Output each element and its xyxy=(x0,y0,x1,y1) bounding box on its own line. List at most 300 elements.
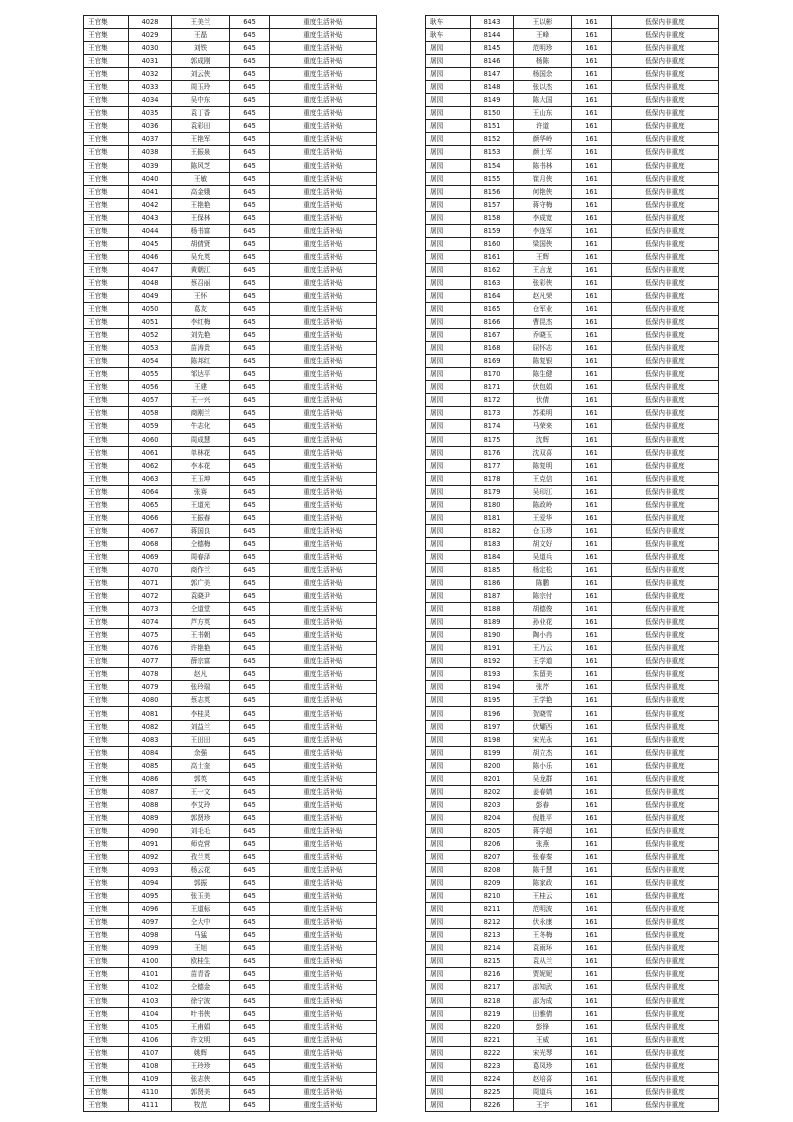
cell-amount: 645 xyxy=(230,1098,270,1111)
cell-name: 张春秦 xyxy=(514,851,572,864)
cell-town: 王官集 xyxy=(84,1020,129,1033)
cell-id: 8172 xyxy=(471,394,514,407)
cell-category: 重度生活补贴 xyxy=(270,642,377,655)
cell-category: 重度生活补贴 xyxy=(270,16,377,29)
cell-id: 8160 xyxy=(471,237,514,250)
cell-name: 胡倩贤 xyxy=(172,237,230,250)
cell-category: 低保内非重度 xyxy=(612,172,719,185)
cell-town: 王官集 xyxy=(84,785,129,798)
cell-amount: 161 xyxy=(572,1033,612,1046)
cell-name: 陈政岭 xyxy=(514,498,572,511)
cell-town: 屠园 xyxy=(426,916,471,929)
cell-category: 低保内非重度 xyxy=(612,707,719,720)
cell-amount: 161 xyxy=(572,120,612,133)
cell-name: 胡文好 xyxy=(514,537,572,550)
cell-name: 王玲珍 xyxy=(172,1059,230,1072)
cell-amount: 645 xyxy=(230,55,270,68)
cell-id: 8176 xyxy=(471,446,514,459)
cell-town: 王官集 xyxy=(84,420,129,433)
cell-amount: 161 xyxy=(572,955,612,968)
cell-category: 低保内非重度 xyxy=(612,68,719,81)
cell-id: 4071 xyxy=(129,577,172,590)
cell-id: 4036 xyxy=(129,120,172,133)
cell-town: 王官集 xyxy=(84,1072,129,1085)
cell-id: 8171 xyxy=(471,381,514,394)
cell-amount: 645 xyxy=(230,968,270,981)
cell-id: 8191 xyxy=(471,642,514,655)
cell-town: 王官集 xyxy=(84,394,129,407)
cell-category: 低保内非重度 xyxy=(612,329,719,342)
cell-amount: 161 xyxy=(572,629,612,642)
cell-town: 屠园 xyxy=(426,707,471,720)
cell-name: 陈大国 xyxy=(514,94,572,107)
cell-category: 重度生活补贴 xyxy=(270,837,377,850)
cell-name: 贺晓雪 xyxy=(514,707,572,720)
cell-id: 8168 xyxy=(471,342,514,355)
cell-name: 刘铁 xyxy=(172,42,230,55)
cell-id: 4081 xyxy=(129,707,172,720)
cell-id: 8145 xyxy=(471,42,514,55)
cell-name: 郭成刚 xyxy=(172,55,230,68)
cell-name: 张玉美 xyxy=(172,890,230,903)
cell-town: 王官集 xyxy=(84,276,129,289)
cell-category: 重度生活补贴 xyxy=(270,68,377,81)
cell-category: 重度生活补贴 xyxy=(270,563,377,576)
cell-amount: 645 xyxy=(230,159,270,172)
cell-category: 重度生活补贴 xyxy=(270,955,377,968)
cell-category: 重度生活补贴 xyxy=(270,916,377,929)
cell-amount: 645 xyxy=(230,694,270,707)
cell-amount: 645 xyxy=(230,16,270,29)
cell-town: 屠园 xyxy=(426,420,471,433)
cell-amount: 645 xyxy=(230,772,270,785)
cell-id: 8177 xyxy=(471,459,514,472)
table-row xyxy=(426,877,719,890)
cell-amount: 645 xyxy=(230,524,270,537)
table-row xyxy=(84,603,377,616)
cell-name: 范明珍 xyxy=(514,42,572,55)
cell-name: 彭锋 xyxy=(514,1020,572,1033)
cell-name: 彭春 xyxy=(514,798,572,811)
cell-amount: 645 xyxy=(230,146,270,159)
cell-amount: 645 xyxy=(230,603,270,616)
cell-town: 王官集 xyxy=(84,263,129,276)
cell-id: 4069 xyxy=(129,550,172,563)
cell-amount: 645 xyxy=(230,1020,270,1033)
cell-amount: 645 xyxy=(230,824,270,837)
cell-category: 重度生活补贴 xyxy=(270,981,377,994)
cell-id: 8152 xyxy=(471,133,514,146)
table-row xyxy=(426,746,719,759)
table-row xyxy=(426,420,719,433)
cell-amount: 645 xyxy=(230,381,270,394)
cell-town: 王官集 xyxy=(84,329,129,342)
cell-town: 王官集 xyxy=(84,55,129,68)
cell-town: 王官集 xyxy=(84,68,129,81)
table-row xyxy=(84,133,377,146)
cell-amount: 645 xyxy=(230,237,270,250)
cell-id: 8184 xyxy=(471,550,514,563)
table-row xyxy=(426,472,719,485)
table-row xyxy=(84,550,377,563)
cell-amount: 645 xyxy=(230,629,270,642)
table-row xyxy=(426,968,719,981)
table-row xyxy=(426,837,719,850)
cell-amount: 161 xyxy=(572,498,612,511)
cell-name: 陈鹏 xyxy=(514,577,572,590)
cell-amount: 645 xyxy=(230,1085,270,1098)
cell-id: 4066 xyxy=(129,511,172,524)
cell-id: 8151 xyxy=(471,120,514,133)
cell-town: 王官集 xyxy=(84,668,129,681)
cell-category: 低保内非重度 xyxy=(612,916,719,929)
cell-id: 4035 xyxy=(129,107,172,120)
table-row xyxy=(426,68,719,81)
cell-category: 重度生活补贴 xyxy=(270,146,377,159)
cell-town: 屠园 xyxy=(426,381,471,394)
cell-name: 仝道堂 xyxy=(172,603,230,616)
cell-category: 重度生活补贴 xyxy=(270,42,377,55)
cell-id: 4076 xyxy=(129,642,172,655)
cell-town: 王官集 xyxy=(84,772,129,785)
cell-town: 屠园 xyxy=(426,250,471,263)
cell-category: 低保内非重度 xyxy=(612,342,719,355)
cell-name: 赵培喜 xyxy=(514,1072,572,1085)
table-row xyxy=(426,785,719,798)
cell-name: 杨定松 xyxy=(514,563,572,576)
cell-category: 低保内非重度 xyxy=(612,655,719,668)
cell-amount: 161 xyxy=(572,655,612,668)
cell-category: 重度生活补贴 xyxy=(270,668,377,681)
cell-category: 低保内非重度 xyxy=(612,420,719,433)
cell-name: 王峰 xyxy=(514,29,572,42)
cell-id: 8214 xyxy=(471,942,514,955)
cell-town: 屠园 xyxy=(426,668,471,681)
cell-name: 吴中东 xyxy=(172,94,230,107)
cell-name: 孜兰英 xyxy=(172,851,230,864)
cell-amount: 645 xyxy=(230,394,270,407)
cell-town: 屠园 xyxy=(426,263,471,276)
cell-name: 邵为成 xyxy=(514,994,572,1007)
table-row xyxy=(84,1020,377,1033)
cell-amount: 645 xyxy=(230,550,270,563)
cell-category: 低保内非重度 xyxy=(612,864,719,877)
table-row xyxy=(426,185,719,198)
table-row xyxy=(84,864,377,877)
cell-name: 王威 xyxy=(514,1033,572,1046)
cell-name: 杨陈 xyxy=(514,55,572,68)
cell-name: 田雅倩 xyxy=(514,1007,572,1020)
cell-town: 屠园 xyxy=(426,407,471,420)
cell-category: 低保内非重度 xyxy=(612,785,719,798)
cell-category: 重度生活补贴 xyxy=(270,198,377,211)
cell-category: 重度生活补贴 xyxy=(270,81,377,94)
cell-id: 4111 xyxy=(129,1098,172,1111)
cell-town: 屠园 xyxy=(426,563,471,576)
cell-name: 芦方英 xyxy=(172,616,230,629)
cell-town: 王官集 xyxy=(84,655,129,668)
table-row xyxy=(426,864,719,877)
cell-town: 屠园 xyxy=(426,968,471,981)
cell-name: 王一文 xyxy=(172,785,230,798)
cell-name: 乔晓玉 xyxy=(514,329,572,342)
cell-amount: 161 xyxy=(572,616,612,629)
table-row xyxy=(84,211,377,224)
cell-town: 屠园 xyxy=(426,694,471,707)
cell-category: 低保内非重度 xyxy=(612,903,719,916)
cell-town: 王官集 xyxy=(84,1046,129,1059)
cell-id: 4108 xyxy=(129,1059,172,1072)
cell-id: 8204 xyxy=(471,811,514,824)
cell-amount: 645 xyxy=(230,198,270,211)
cell-id: 8216 xyxy=(471,968,514,981)
table-row xyxy=(84,746,377,759)
cell-town: 王官集 xyxy=(84,355,129,368)
cell-name: 王艳艳 xyxy=(172,198,230,211)
table-row xyxy=(84,224,377,237)
cell-category: 低保内非重度 xyxy=(612,798,719,811)
table-row xyxy=(426,563,719,576)
cell-category: 低保内非重度 xyxy=(612,772,719,785)
table-row xyxy=(426,537,719,550)
cell-name: 王玉坤 xyxy=(172,472,230,485)
cell-name: 张赛 xyxy=(172,485,230,498)
cell-name: 许道 xyxy=(514,120,572,133)
cell-name: 杨云花 xyxy=(172,864,230,877)
cell-amount: 161 xyxy=(572,524,612,537)
cell-town: 屠园 xyxy=(426,120,471,133)
cell-id: 4093 xyxy=(129,864,172,877)
cell-name: 陈小乐 xyxy=(514,759,572,772)
cell-id: 8149 xyxy=(471,94,514,107)
cell-id: 8190 xyxy=(471,629,514,642)
cell-id: 8147 xyxy=(471,68,514,81)
table-row xyxy=(426,198,719,211)
cell-category: 低保内非重度 xyxy=(612,459,719,472)
cell-town: 屠园 xyxy=(426,133,471,146)
cell-town: 屠园 xyxy=(426,733,471,746)
cell-amount: 645 xyxy=(230,864,270,877)
cell-amount: 645 xyxy=(230,42,270,55)
cell-category: 重度生活补贴 xyxy=(270,94,377,107)
table-row xyxy=(426,211,719,224)
table-row xyxy=(84,42,377,55)
cell-id: 8164 xyxy=(471,289,514,302)
cell-town: 王官集 xyxy=(84,459,129,472)
cell-category: 低保内非重度 xyxy=(612,394,719,407)
table-row xyxy=(84,1085,377,1098)
cell-name: 孙业花 xyxy=(514,616,572,629)
table-row xyxy=(84,498,377,511)
cell-category: 重度生活补贴 xyxy=(270,459,377,472)
cell-amount: 161 xyxy=(572,798,612,811)
cell-name: 王振泉 xyxy=(172,146,230,159)
table-row xyxy=(84,159,377,172)
cell-id: 4070 xyxy=(129,563,172,576)
cell-id: 8208 xyxy=(471,864,514,877)
cell-category: 低保内非重度 xyxy=(612,485,719,498)
cell-town: 屠园 xyxy=(426,590,471,603)
cell-category: 重度生活补贴 xyxy=(270,1033,377,1046)
table-row xyxy=(84,942,377,955)
cell-amount: 161 xyxy=(572,237,612,250)
cell-id: 4073 xyxy=(129,603,172,616)
cell-category: 低保内非重度 xyxy=(612,1059,719,1072)
cell-category: 低保内非重度 xyxy=(612,1072,719,1085)
cell-town: 屠园 xyxy=(426,524,471,537)
cell-category: 低保内非重度 xyxy=(612,590,719,603)
cell-town: 王官集 xyxy=(84,433,129,446)
cell-id: 4098 xyxy=(129,929,172,942)
cell-town: 屠园 xyxy=(426,211,471,224)
cell-id: 4089 xyxy=(129,811,172,824)
cell-category: 低保内非重度 xyxy=(612,550,719,563)
cell-amount: 161 xyxy=(572,1098,612,1111)
cell-town: 王官集 xyxy=(84,172,129,185)
cell-id: 4074 xyxy=(129,616,172,629)
cell-category: 低保内非重度 xyxy=(612,224,719,237)
table-row xyxy=(426,550,719,563)
cell-id: 8212 xyxy=(471,916,514,929)
cell-amount: 645 xyxy=(230,851,270,864)
cell-amount: 645 xyxy=(230,276,270,289)
table-row xyxy=(84,616,377,629)
cell-name: 袁丁香 xyxy=(172,107,230,120)
cell-amount: 645 xyxy=(230,916,270,929)
table-row xyxy=(84,1098,377,1111)
table-row xyxy=(426,1033,719,1046)
cell-town: 屠园 xyxy=(426,342,471,355)
cell-name: 宋光永 xyxy=(514,733,572,746)
cell-town: 王官集 xyxy=(84,694,129,707)
table-row xyxy=(426,289,719,302)
cell-town: 屠园 xyxy=(426,329,471,342)
cell-category: 重度生活补贴 xyxy=(270,720,377,733)
cell-amount: 645 xyxy=(230,446,270,459)
cell-name: 黄朝江 xyxy=(172,263,230,276)
cell-amount: 161 xyxy=(572,851,612,864)
cell-id: 4044 xyxy=(129,224,172,237)
table-row xyxy=(426,172,719,185)
cell-name: 牧范 xyxy=(172,1098,230,1111)
cell-name: 王保林 xyxy=(172,211,230,224)
cell-name: 朱留美 xyxy=(514,668,572,681)
table-row xyxy=(84,837,377,850)
cell-name: 杨国余 xyxy=(514,68,572,81)
cell-amount: 645 xyxy=(230,577,270,590)
cell-town: 王官集 xyxy=(84,942,129,955)
cell-name: 欧桂生 xyxy=(172,955,230,968)
cell-category: 低保内非重度 xyxy=(612,981,719,994)
cell-id: 8223 xyxy=(471,1059,514,1072)
table-row xyxy=(84,1033,377,1046)
cell-name: 王一兴 xyxy=(172,394,230,407)
cell-amount: 645 xyxy=(230,1059,270,1072)
cell-name: 王乃云 xyxy=(514,642,572,655)
cell-amount: 645 xyxy=(230,537,270,550)
cell-name: 邹达平 xyxy=(172,368,230,381)
cell-name: 赵凡 xyxy=(172,668,230,681)
table-row xyxy=(84,577,377,590)
cell-amount: 645 xyxy=(230,368,270,381)
cell-name: 王学道 xyxy=(514,655,572,668)
cell-town: 屠园 xyxy=(426,1072,471,1085)
cell-amount: 645 xyxy=(230,1072,270,1085)
cell-category: 重度生活补贴 xyxy=(270,851,377,864)
table-row xyxy=(426,798,719,811)
cell-name: 郭英 xyxy=(172,772,230,785)
cell-name: 张芹 xyxy=(514,681,572,694)
cell-name: 伏倩 xyxy=(514,394,572,407)
left-allowance-table xyxy=(83,15,377,1112)
cell-amount: 161 xyxy=(572,994,612,1007)
cell-amount: 645 xyxy=(230,955,270,968)
cell-amount: 645 xyxy=(230,81,270,94)
cell-town: 王官集 xyxy=(84,198,129,211)
cell-category: 低保内非重度 xyxy=(612,120,719,133)
cell-name: 邵知武 xyxy=(514,981,572,994)
table-row xyxy=(84,824,377,837)
cell-town: 屠园 xyxy=(426,81,471,94)
cell-name: 李本花 xyxy=(172,459,230,472)
cell-name: 仓玉珍 xyxy=(514,524,572,537)
table-row xyxy=(84,511,377,524)
cell-town: 屠园 xyxy=(426,785,471,798)
table-row xyxy=(426,890,719,903)
cell-id: 8157 xyxy=(471,198,514,211)
cell-amount: 161 xyxy=(572,446,612,459)
cell-amount: 645 xyxy=(230,590,270,603)
cell-amount: 161 xyxy=(572,890,612,903)
cell-name: 苗青香 xyxy=(172,968,230,981)
cell-category: 低保内非重度 xyxy=(612,303,719,316)
table-row xyxy=(426,590,719,603)
cell-amount: 161 xyxy=(572,355,612,368)
cell-name: 王言龙 xyxy=(514,263,572,276)
cell-amount: 645 xyxy=(230,746,270,759)
cell-id: 4096 xyxy=(129,903,172,916)
cell-category: 低保内非重度 xyxy=(612,472,719,485)
cell-amount: 645 xyxy=(230,1007,270,1020)
cell-id: 4107 xyxy=(129,1046,172,1059)
cell-category: 低保内非重度 xyxy=(612,159,719,172)
table-row xyxy=(426,955,719,968)
cell-town: 屠园 xyxy=(426,864,471,877)
cell-id: 4102 xyxy=(129,981,172,994)
table-row xyxy=(426,381,719,394)
cell-id: 4037 xyxy=(129,133,172,146)
table-row xyxy=(84,250,377,263)
cell-category: 低保内非重度 xyxy=(612,381,719,394)
cell-id: 8202 xyxy=(471,785,514,798)
cell-category: 重度生活补贴 xyxy=(270,172,377,185)
cell-amount: 161 xyxy=(572,642,612,655)
cell-category: 重度生活补贴 xyxy=(270,250,377,263)
table-row xyxy=(426,616,719,629)
table-row xyxy=(426,707,719,720)
cell-amount: 645 xyxy=(230,785,270,798)
cell-category: 重度生活补贴 xyxy=(270,1020,377,1033)
cell-category: 重度生活补贴 xyxy=(270,485,377,498)
cell-name: 袁雨环 xyxy=(514,942,572,955)
cell-id: 8201 xyxy=(471,772,514,785)
cell-town: 屠园 xyxy=(426,1098,471,1111)
cell-town: 王官集 xyxy=(84,1085,129,1098)
cell-category: 重度生活补贴 xyxy=(270,263,377,276)
cell-id: 8199 xyxy=(471,746,514,759)
cell-category: 重度生活补贴 xyxy=(270,903,377,916)
cell-id: 4062 xyxy=(129,459,172,472)
